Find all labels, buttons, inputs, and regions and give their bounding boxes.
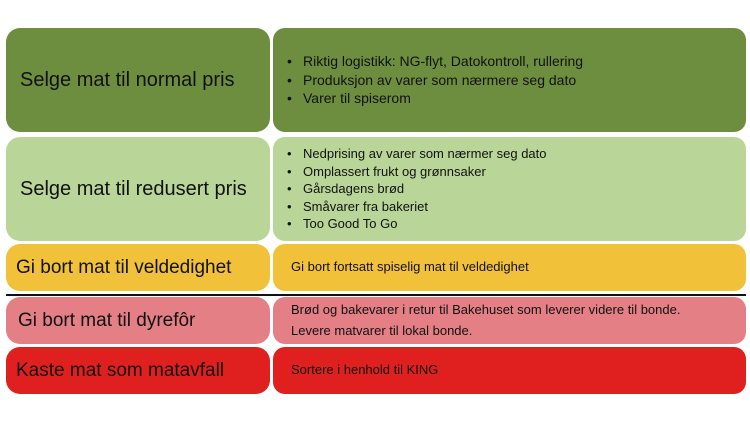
divider-line	[6, 294, 746, 296]
label-animal-feed: Gi bort mat til dyrefôr	[18, 309, 196, 331]
detail-box-normal-price	[273, 28, 746, 132]
bullet-list-normal-price	[273, 52, 583, 109]
detail-box-animal-feed	[273, 297, 746, 344]
label-charity: Gi bort mat til veldedighet	[16, 256, 232, 278]
detail-text: Levere matvarer til lokal bonde.	[291, 322, 473, 338]
list-item: • Too Good To Go	[303, 215, 547, 233]
row-normal-price	[0, 28, 750, 132]
list-item: • Småvarer fra bakeriet	[303, 198, 547, 216]
detail-box-reduced-price	[273, 137, 746, 241]
list-item: • Riktig logistikk: NG-flyt, Datokontroll, rullering	[303, 52, 583, 71]
detail-text: Brød og bakevarer i retur til Bakehuset som leverer videre til bonde.	[291, 302, 681, 318]
row-animal-feed	[0, 297, 750, 344]
label-normal-price: Selge mat til normal pris	[20, 68, 235, 91]
detail-text: Gi bort fortsatt spiselig mat til veldedighet	[291, 259, 529, 275]
label-reduced-price: Selge mat til redusert pris	[20, 177, 247, 200]
list-item: • Varer til spiserom	[303, 89, 583, 108]
detail-box-food-waste	[273, 347, 746, 394]
row-food-waste	[0, 347, 750, 394]
detail-box-charity	[273, 244, 746, 291]
list-item: • Gårsdagens brød	[303, 180, 547, 198]
list-item: • Nedprising av varer som nærmer seg dato	[303, 145, 547, 163]
label-box-charity	[6, 244, 270, 291]
row-charity	[0, 244, 750, 291]
row-reduced-price	[0, 137, 750, 241]
label-box-food-waste	[6, 347, 270, 394]
label-box-normal-price	[6, 28, 270, 132]
label-box-reduced-price	[6, 137, 270, 241]
list-item: • Produksjon av varer som nærmere seg dato	[303, 71, 583, 90]
list-item: • Omplassert frukt og grønnsaker	[303, 163, 547, 181]
bullet-list-reduced-price	[273, 145, 547, 233]
label-food-waste: Kaste mat som matavfall	[16, 359, 225, 381]
detail-text: Sortere i henhold til KING	[291, 362, 439, 378]
label-box-animal-feed	[6, 297, 270, 344]
